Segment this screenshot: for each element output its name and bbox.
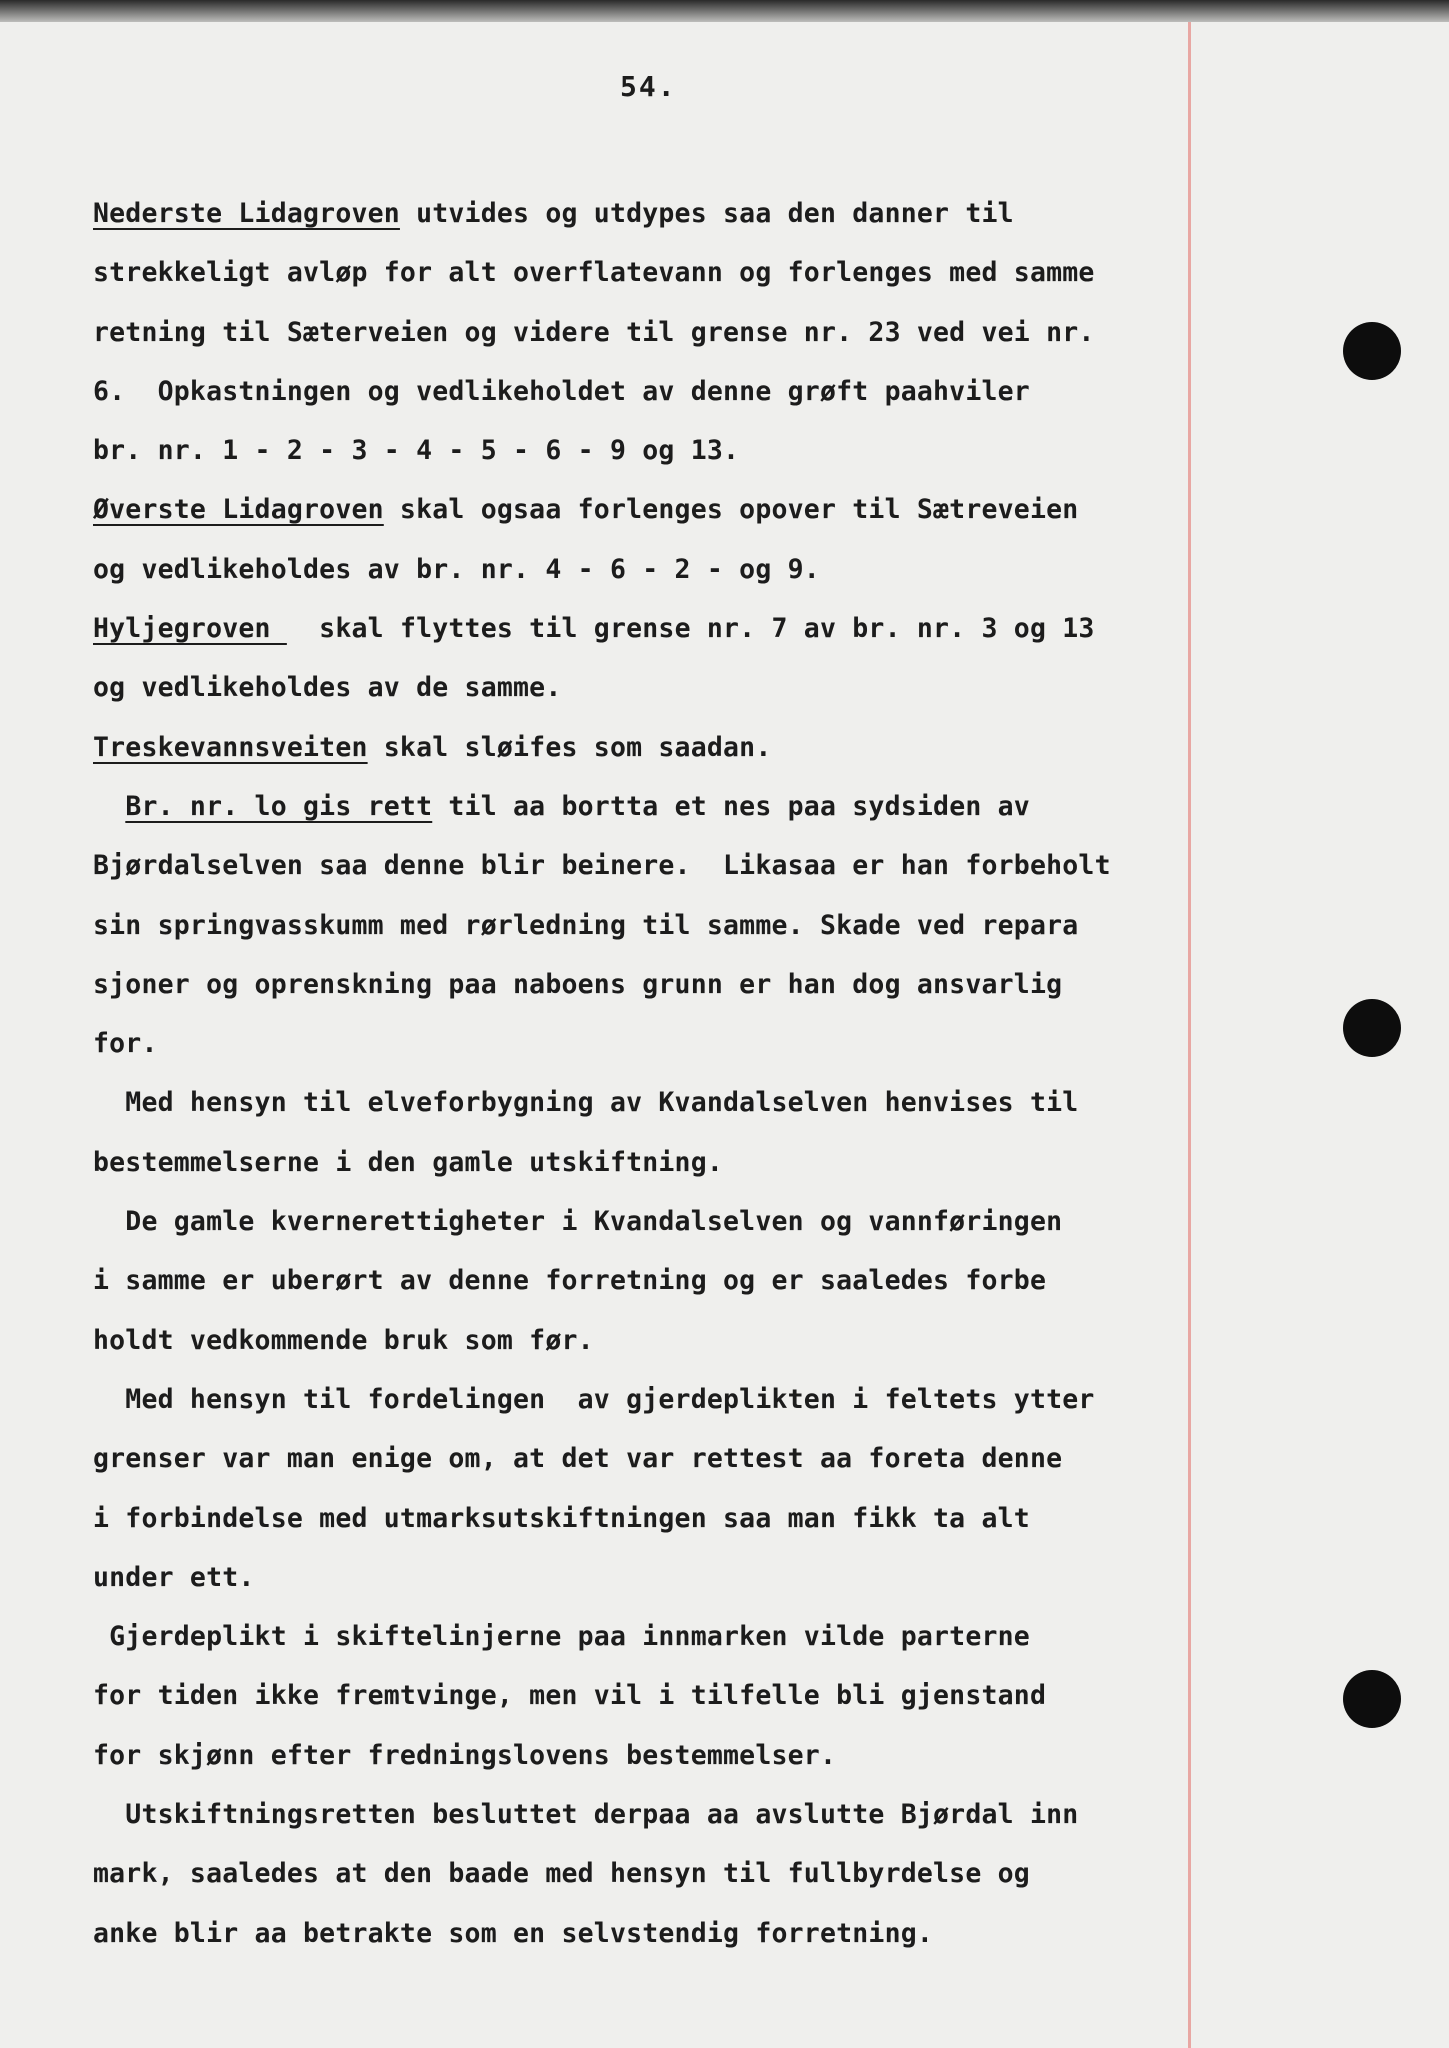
- text-line: [93, 1489, 1173, 1548]
- red-margin-line: [1188, 22, 1191, 2048]
- text-line: [93, 184, 1173, 243]
- text-run: Med hensyn til elveforbygning av Kvandalselven henvises til: [93, 1087, 1079, 1119]
- text-run: skal ogsaa forlenges opover til Sætreveien: [383, 494, 1079, 526]
- text-line: [93, 480, 1173, 539]
- text-run: og vedlikeholdes av de samme.: [93, 672, 562, 704]
- text-run: Utskiftningsretten besluttet derpaa aa avslutte Bjørdal inn: [93, 1799, 1079, 1831]
- punch-hole-middle: [1343, 999, 1401, 1057]
- text-line: [93, 955, 1173, 1014]
- text-run: i forbindelse med utmarksutskiftningen saa man fikk ta alt: [93, 1502, 1030, 1534]
- text-line: [93, 836, 1173, 895]
- text-run: Gjerdeplikt i skiftelinjerne paa innmarken vilde parterne: [93, 1621, 1030, 1653]
- text-run: for tiden ikke fremtvinge, men vil i tilfelle bli gjenstand: [93, 1680, 1047, 1712]
- text-line: [93, 421, 1173, 480]
- text-run: De gamle kvernerettigheter i Kvandalselven og vannføringen: [93, 1206, 1063, 1238]
- typed-text-body: [93, 184, 1173, 1963]
- text-line: [93, 599, 1173, 658]
- text-run: [93, 791, 125, 822]
- text-run: skal flyttes til grense nr. 7 av br. nr. 3 og 13: [286, 613, 1095, 645]
- text-run: Bjørdalselven saa denne blir beinere. Likasaa er han forbeholt: [93, 850, 1111, 882]
- underlined-heading: Øverste Lidagroven: [93, 494, 384, 526]
- underlined-heading: Hyljegroven: [93, 613, 287, 645]
- text-line: [93, 1370, 1173, 1429]
- text-line: [93, 1785, 1173, 1844]
- text-line: [93, 540, 1173, 599]
- text-line: [93, 1133, 1173, 1192]
- text-line: [93, 1311, 1173, 1370]
- text-line: [93, 1073, 1173, 1132]
- text-line: [93, 1251, 1173, 1310]
- text-line: [93, 777, 1173, 836]
- text-run: br. nr. 1 - 2 - 3 - 4 - 5 - 6 - 9 og 13.: [93, 435, 740, 467]
- punch-hole-top: [1343, 322, 1401, 380]
- text-run: skal sløifes som saadan.: [367, 731, 772, 763]
- text-run: sin springvasskumm med rørledning til samme. Skade ved repara: [93, 909, 1079, 941]
- text-line: [93, 718, 1173, 777]
- text-line: [93, 1429, 1173, 1488]
- underlined-heading: Br. nr. lo gis rett: [125, 790, 433, 822]
- underlined-heading: Treskevannsveiten: [93, 731, 368, 763]
- text-line: [93, 1014, 1173, 1073]
- text-line: [93, 362, 1173, 421]
- text-line: [93, 1726, 1173, 1785]
- text-run: retning til Sæterveien og videre til grense nr. 23 ved vei nr.: [93, 316, 1095, 348]
- text-run: for.: [93, 1028, 158, 1060]
- text-run: anke blir aa betrakte som en selvstendig forretning.: [93, 1917, 934, 1949]
- text-run: bestemmelserne i den gamle utskiftning.: [93, 1146, 724, 1178]
- text-line: [93, 1904, 1173, 1963]
- text-run: i samme er uberørt av denne forretning og er saaledes forbe: [93, 1265, 1047, 1297]
- text-run: Med hensyn til fordelingen av gjerdeplikten i feltets ytter: [93, 1383, 1095, 1415]
- text-line: [93, 658, 1173, 717]
- text-line: [93, 1844, 1173, 1903]
- text-line: [93, 1548, 1173, 1607]
- text-run: under ett.: [93, 1561, 255, 1593]
- text-run: mark, saaledes at den baade med hensyn til fullbyrdelse og: [93, 1858, 1030, 1890]
- text-run: til aa bortta et nes paa sydsiden av: [432, 790, 1030, 822]
- text-line: [93, 1607, 1173, 1666]
- text-run: holdt vedkommende bruk som før.: [93, 1324, 594, 1356]
- text-run: sjoner og oprenskning paa naboens grunn er han dog ansvarlig: [93, 968, 1063, 1000]
- text-run: for skjønn efter fredningslovens bestemmelser.: [93, 1739, 837, 1771]
- page-number: 54.: [620, 70, 677, 103]
- punch-hole-bottom: [1343, 1670, 1401, 1728]
- underlined-heading: Nederste Lidagroven: [93, 198, 400, 229]
- text-run: og vedlikeholdes av br. nr. 4 - 6 - 2 - og 9.: [93, 553, 820, 585]
- scan-top-edge: [0, 0, 1449, 22]
- text-run: 6. Opkastningen og vedlikeholdet av denne grøft paahviler: [93, 375, 1030, 407]
- text-line: [93, 896, 1173, 955]
- text-run: strekkeligt avløp for alt overflatevann og forlenges med samme: [93, 257, 1095, 289]
- text-line: [93, 303, 1173, 362]
- text-line: [93, 1666, 1173, 1725]
- text-line: [93, 243, 1173, 302]
- text-line: [93, 1192, 1173, 1251]
- text-run: grenser var man enige om, at det var rettest aa foreta denne: [93, 1443, 1063, 1475]
- text-run: utvides og utdypes saa den danner til: [399, 198, 1014, 229]
